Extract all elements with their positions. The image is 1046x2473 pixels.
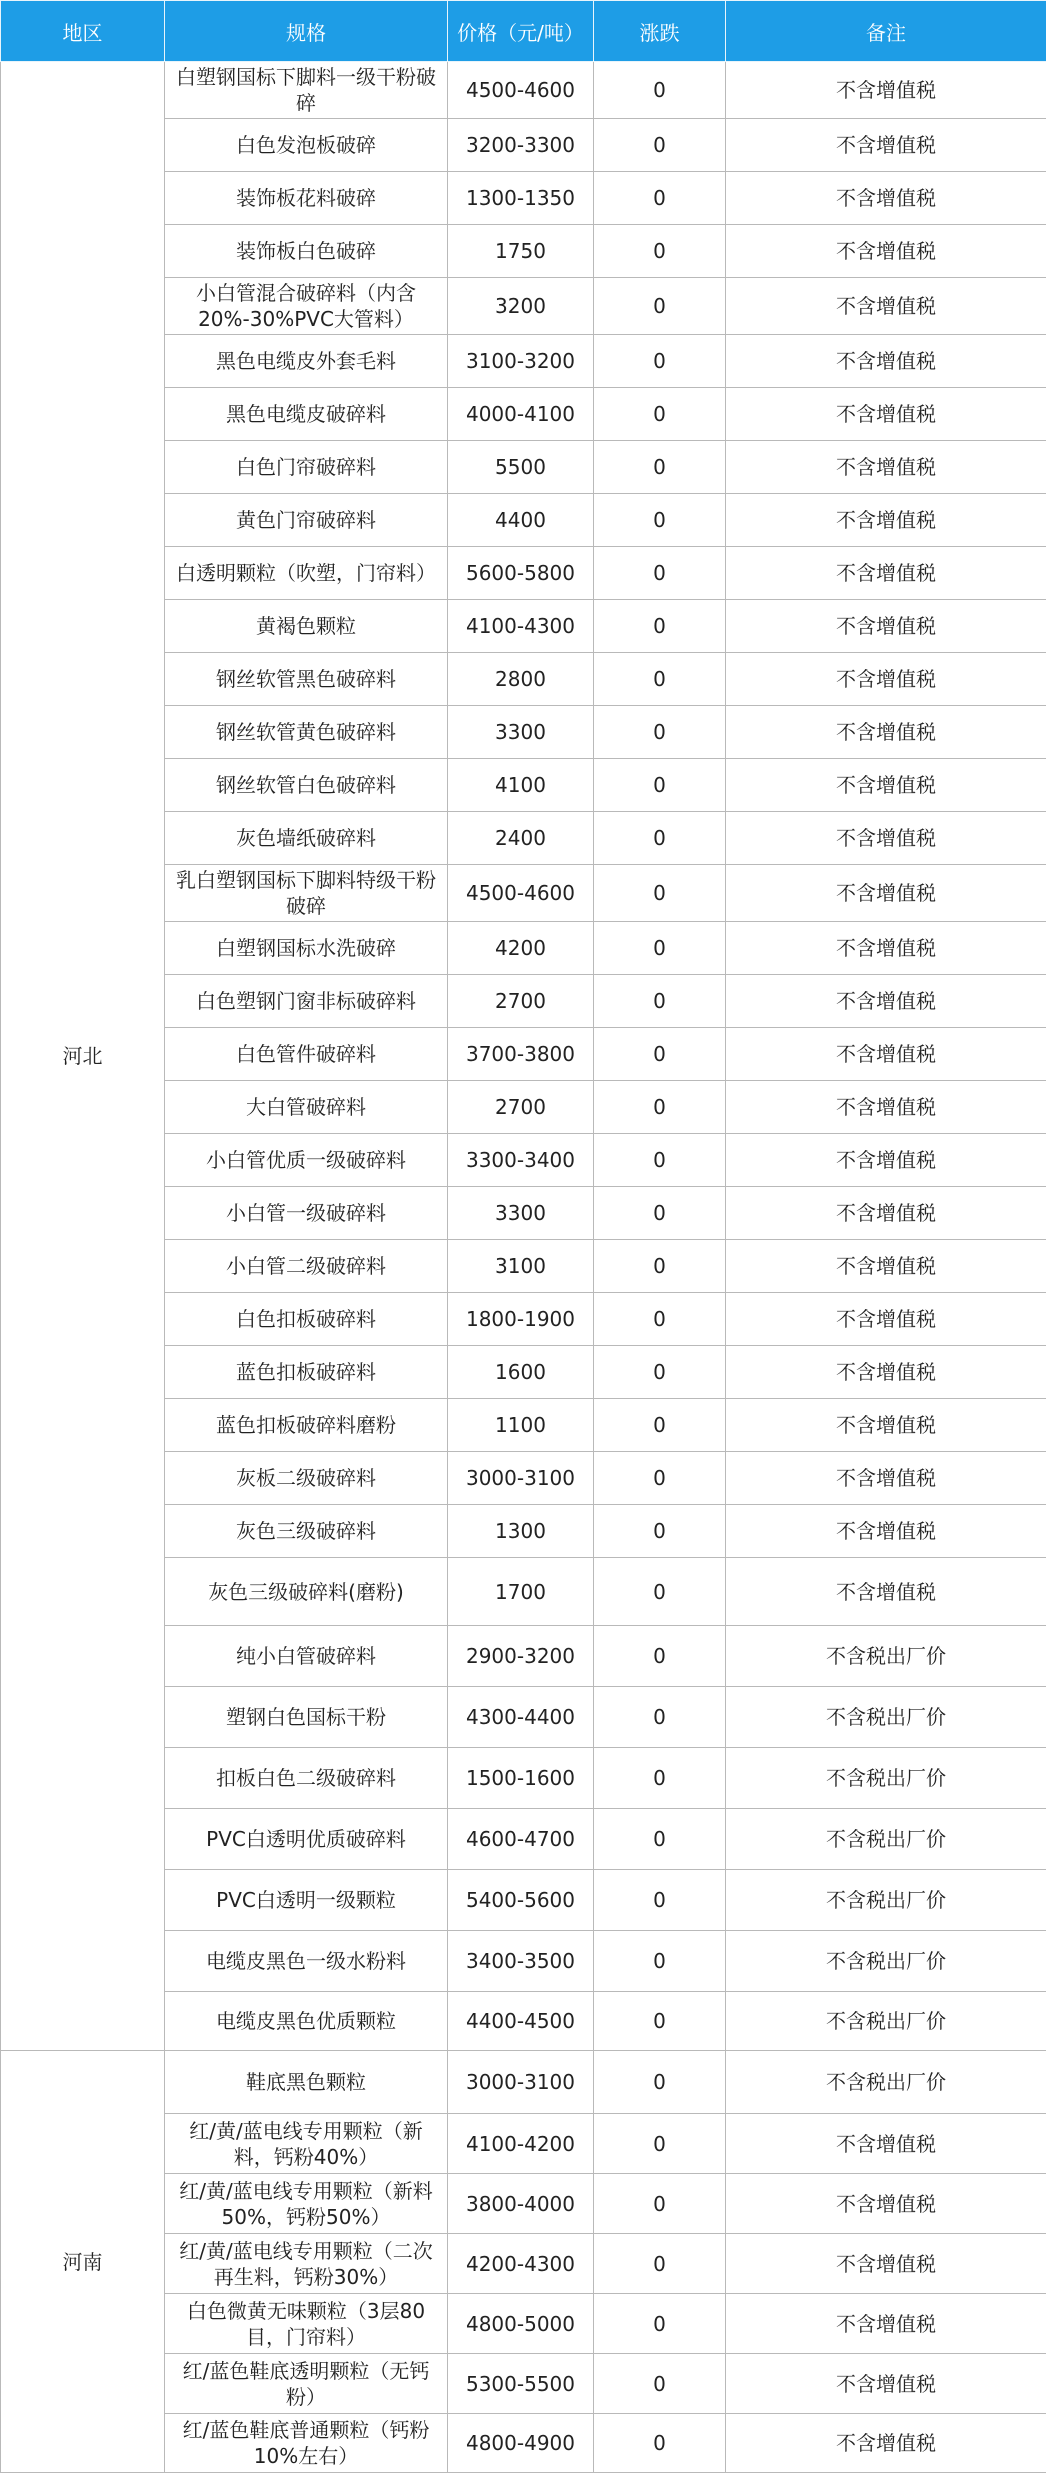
spec-cell: 蓝色扣板破碎料磨粉 [165,1399,448,1452]
price-cell: 2400 [448,812,594,865]
price-cell: 4400 [448,494,594,547]
change-cell: 0 [594,922,726,975]
spec-cell: 红/黄/蓝电线专用颗粒（二次再生料，钙粉30%） [165,2234,448,2294]
price-cell: 4500-4600 [448,62,594,119]
note-cell: 不含增值税 [726,494,1046,547]
spec-cell: 鞋底黑色颗粒 [165,2051,448,2114]
change-cell: 0 [594,2174,726,2234]
change-cell: 0 [594,1293,726,1346]
change-cell: 0 [594,1748,726,1809]
table-row [1,2051,1046,2114]
price-cell: 3700-3800 [448,1028,594,1081]
note-cell: 不含税出厂价 [726,1931,1046,1992]
price-cell: 4100-4200 [448,2114,594,2174]
price-cell: 3100 [448,1240,594,1293]
change-cell: 0 [594,865,726,922]
note-cell: 不含增值税 [726,706,1046,759]
change-cell: 0 [594,1028,726,1081]
spec-cell: 电缆皮黑色优质颗粒 [165,1992,448,2051]
note-cell: 不含增值税 [726,1028,1046,1081]
note-cell: 不含增值税 [726,1346,1046,1399]
change-cell: 0 [594,1687,726,1748]
spec-cell: 白色微黄无味颗粒（3层80目，门帘料） [165,2294,448,2354]
change-cell: 0 [594,706,726,759]
spec-cell: 红/黄/蓝电线专用颗粒（新料，钙粉40%） [165,2114,448,2174]
region-cell: 河北 [1,62,165,2051]
spec-cell: 装饰板白色破碎 [165,225,448,278]
price-cell: 2900-3200 [448,1626,594,1687]
price-cell: 4100 [448,759,594,812]
change-cell: 0 [594,1992,726,2051]
change-cell: 0 [594,2294,726,2354]
spec-cell: PVC白透明优质破碎料 [165,1809,448,1870]
note-cell: 不含税出厂价 [726,1626,1046,1687]
price-cell: 1300-1350 [448,172,594,225]
price-cell: 3300-3400 [448,1134,594,1187]
price-cell: 4800-4900 [448,2414,594,2473]
note-cell: 不含增值税 [726,1505,1046,1558]
change-cell: 0 [594,335,726,388]
change-cell: 0 [594,1626,726,1687]
spec-cell: 扣板白色二级破碎料 [165,1748,448,1809]
change-cell: 0 [594,759,726,812]
note-cell: 不含增值税 [726,2414,1046,2473]
price-cell: 1750 [448,225,594,278]
note-cell: 不含增值税 [726,759,1046,812]
price-cell: 3300 [448,1187,594,1240]
spec-cell: 白透明颗粒（吹塑，门帘料） [165,547,448,600]
change-cell: 0 [594,225,726,278]
spec-cell: 灰色墙纸破碎料 [165,812,448,865]
change-cell: 0 [594,1399,726,1452]
spec-cell: 黄褐色颗粒 [165,600,448,653]
note-cell: 不含增值税 [726,1293,1046,1346]
change-cell: 0 [594,1240,726,1293]
note-cell: 不含增值税 [726,278,1046,335]
price-cell: 4200-4300 [448,2234,594,2294]
change-cell: 0 [594,441,726,494]
change-cell: 0 [594,1558,726,1626]
spec-cell: 白色管件破碎料 [165,1028,448,1081]
note-cell: 不含增值税 [726,2354,1046,2414]
note-cell: 不含增值税 [726,1558,1046,1626]
price-cell: 4000-4100 [448,388,594,441]
price-cell: 1800-1900 [448,1293,594,1346]
price-cell: 3200-3300 [448,119,594,172]
spec-cell: 黑色电缆皮破碎料 [165,388,448,441]
price-cell: 2800 [448,653,594,706]
change-cell: 0 [594,1134,726,1187]
spec-cell: 小白管混合破碎料（内含20%-30%PVC大管料） [165,278,448,335]
spec-cell: 红/蓝色鞋底普通颗粒（钙粉10%左右） [165,2414,448,2473]
price-cell: 1500-1600 [448,1748,594,1809]
change-cell: 0 [594,2051,726,2114]
change-cell: 0 [594,812,726,865]
price-cell: 3800-4000 [448,2174,594,2234]
spec-cell: 钢丝软管白色破碎料 [165,759,448,812]
spec-cell: 白塑钢国标下脚料一级干粉破碎 [165,62,448,119]
spec-cell: 钢丝软管黑色破碎料 [165,653,448,706]
spec-cell: 红/蓝色鞋底透明颗粒（无钙粉） [165,2354,448,2414]
change-cell: 0 [594,494,726,547]
note-cell: 不含增值税 [726,2294,1046,2354]
spec-cell: 小白管优质一级破碎料 [165,1134,448,1187]
change-cell: 0 [594,2234,726,2294]
spec-cell: 纯小白管破碎料 [165,1626,448,1687]
note-cell: 不含税出厂价 [726,2051,1046,2114]
change-cell: 0 [594,1809,726,1870]
column-header-note: 备注 [726,1,1046,62]
note-cell: 不含增值税 [726,1134,1046,1187]
price-cell: 2700 [448,975,594,1028]
spec-cell: 红/黄/蓝电线专用颗粒（新料50%，钙粉50%） [165,2174,448,2234]
region-cell: 河南 [1,2051,165,2473]
price-cell: 3000-3100 [448,1452,594,1505]
change-cell: 0 [594,975,726,1028]
spec-cell: 大白管破碎料 [165,1081,448,1134]
price-cell: 2700 [448,1081,594,1134]
spec-cell: 小白管一级破碎料 [165,1187,448,1240]
price-cell: 5500 [448,441,594,494]
note-cell: 不含增值税 [726,2114,1046,2174]
note-cell: 不含增值税 [726,441,1046,494]
note-cell: 不含增值税 [726,975,1046,1028]
price-cell: 5600-5800 [448,547,594,600]
note-cell: 不含增值税 [726,600,1046,653]
note-cell: 不含增值税 [726,225,1046,278]
change-cell: 0 [594,653,726,706]
price-cell: 1600 [448,1346,594,1399]
change-cell: 0 [594,2114,726,2174]
note-cell: 不含增值税 [726,172,1046,225]
note-cell: 不含增值税 [726,865,1046,922]
note-cell: 不含税出厂价 [726,1809,1046,1870]
note-cell: 不含增值税 [726,388,1046,441]
change-cell: 0 [594,278,726,335]
price-cell: 4100-4300 [448,600,594,653]
spec-cell: PVC白透明一级颗粒 [165,1870,448,1931]
note-cell: 不含增值税 [726,62,1046,119]
change-cell: 0 [594,547,726,600]
spec-cell: 黑色电缆皮外套毛料 [165,335,448,388]
price-cell: 3100-3200 [448,335,594,388]
price-cell: 5400-5600 [448,1870,594,1931]
note-cell: 不含增值税 [726,1240,1046,1293]
change-cell: 0 [594,2414,726,2473]
column-header-spec: 规格 [165,1,448,62]
note-cell: 不含税出厂价 [726,1687,1046,1748]
spec-cell: 蓝色扣板破碎料 [165,1346,448,1399]
change-cell: 0 [594,1452,726,1505]
note-cell: 不含增值税 [726,812,1046,865]
note-cell: 不含增值税 [726,1399,1046,1452]
spec-cell: 电缆皮黑色一级水粉料 [165,1931,448,1992]
price-cell: 3200 [448,278,594,335]
spec-cell: 白色扣板破碎料 [165,1293,448,1346]
price-cell: 4600-4700 [448,1809,594,1870]
note-cell: 不含增值税 [726,1081,1046,1134]
change-cell: 0 [594,1346,726,1399]
price-cell: 4400-4500 [448,1992,594,2051]
spec-cell: 小白管二级破碎料 [165,1240,448,1293]
change-cell: 0 [594,388,726,441]
change-cell: 0 [594,1081,726,1134]
spec-cell: 白塑钢国标水洗破碎 [165,922,448,975]
note-cell: 不含增值税 [726,653,1046,706]
note-cell: 不含税出厂价 [726,1748,1046,1809]
change-cell: 0 [594,1187,726,1240]
change-cell: 0 [594,62,726,119]
price-cell: 4500-4600 [448,865,594,922]
spec-cell: 灰板二级破碎料 [165,1452,448,1505]
note-cell: 不含增值税 [726,2174,1046,2234]
note-cell: 不含税出厂价 [726,1870,1046,1931]
note-cell: 不含增值税 [726,1452,1046,1505]
table-header-row [1,1,1046,62]
price-cell: 4200 [448,922,594,975]
price-cell: 1700 [448,1558,594,1626]
price-cell: 4300-4400 [448,1687,594,1748]
price-cell: 5300-5500 [448,2354,594,2414]
spec-cell: 黄色门帘破碎料 [165,494,448,547]
spec-cell: 白色门帘破碎料 [165,441,448,494]
price-cell: 3400-3500 [448,1931,594,1992]
spec-cell: 钢丝软管黄色破碎料 [165,706,448,759]
table-row [1,62,1046,119]
change-cell: 0 [594,1931,726,1992]
spec-cell: 装饰板花料破碎 [165,172,448,225]
price-cell: 3300 [448,706,594,759]
note-cell: 不含增值税 [726,922,1046,975]
note-cell: 不含增值税 [726,547,1046,600]
note-cell: 不含增值税 [726,2234,1046,2294]
spec-cell: 白色塑钢门窗非标破碎料 [165,975,448,1028]
note-cell: 不含税出厂价 [726,1992,1046,2051]
change-cell: 0 [594,2354,726,2414]
spec-cell: 乳白塑钢国标下脚料特级干粉破碎 [165,865,448,922]
spec-cell: 塑钢白色国标干粉 [165,1687,448,1748]
price-cell: 4800-5000 [448,2294,594,2354]
column-header-change: 涨跌 [594,1,726,62]
change-cell: 0 [594,172,726,225]
note-cell: 不含增值税 [726,1187,1046,1240]
price-cell: 1100 [448,1399,594,1452]
spec-cell: 灰色三级破碎料 [165,1505,448,1558]
table-body [1,62,1046,2473]
change-cell: 0 [594,600,726,653]
column-header-region: 地区 [1,1,165,62]
change-cell: 0 [594,1870,726,1931]
change-cell: 0 [594,119,726,172]
spec-cell: 白色发泡板破碎 [165,119,448,172]
spec-cell: 灰色三级破碎料(磨粉) [165,1558,448,1626]
column-header-price: 价格（元/吨） [448,1,594,62]
note-cell: 不含增值税 [726,335,1046,388]
note-cell: 不含增值税 [726,119,1046,172]
price-cell: 3000-3100 [448,2051,594,2114]
price-cell: 1300 [448,1505,594,1558]
change-cell: 0 [594,1505,726,1558]
